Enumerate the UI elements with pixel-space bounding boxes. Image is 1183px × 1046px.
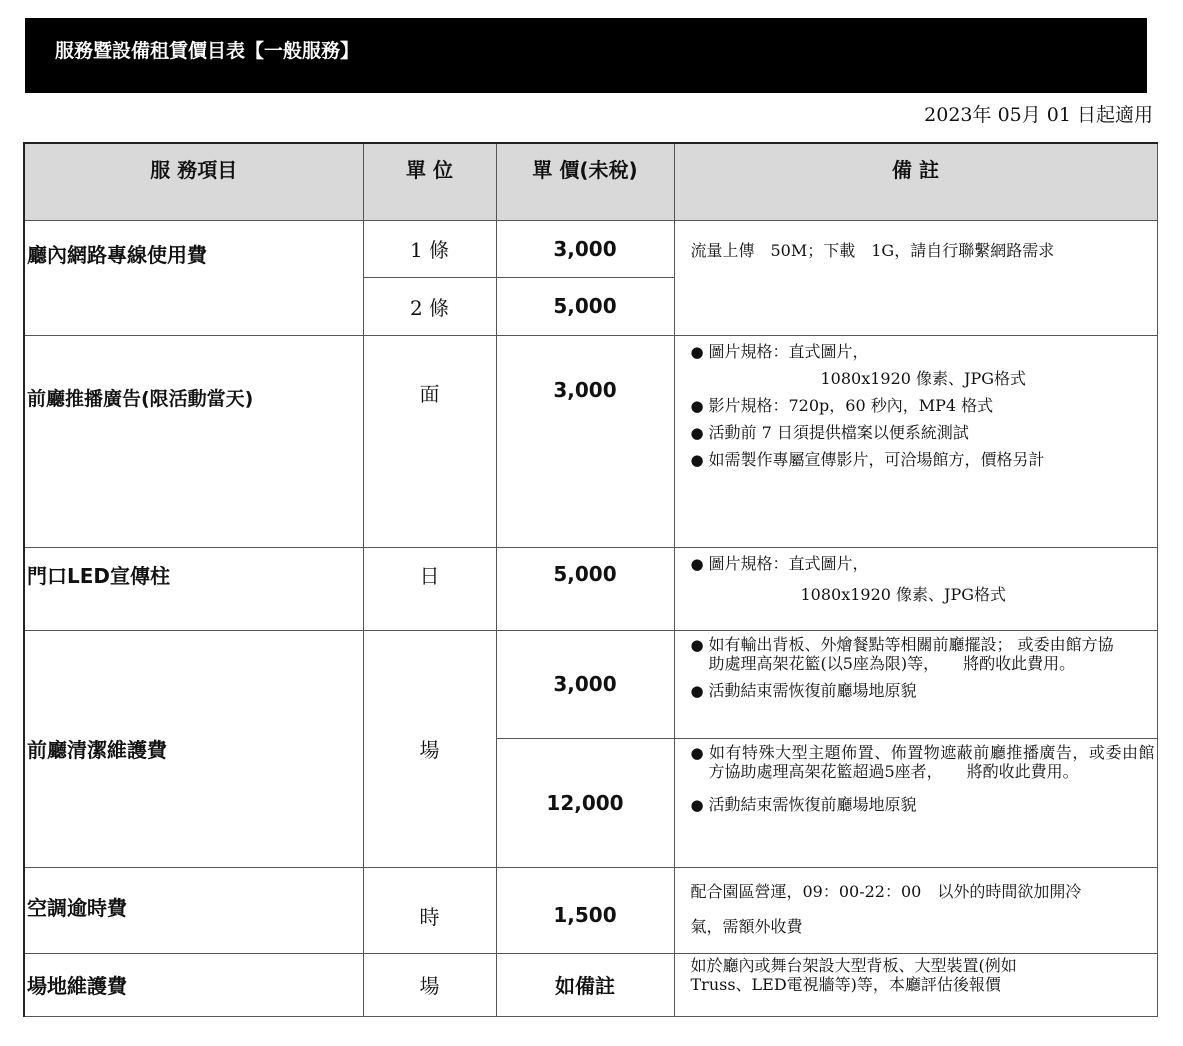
unit-cell: 1 條 bbox=[363, 220, 496, 277]
note-bullet: ● 如需製作專屬宣傳影片，可洽場館方，價格另計 bbox=[691, 450, 1155, 469]
column-header-price: 單 價(未稅) bbox=[496, 143, 674, 220]
table-row bbox=[24, 630, 1157, 738]
price-cell: 3,000 bbox=[496, 220, 674, 277]
unit-cell: 面 bbox=[363, 335, 496, 547]
table-header-row bbox=[24, 143, 1157, 220]
note-line: 1080x1920 像素、JPG格式 bbox=[820, 368, 1027, 388]
price-table bbox=[23, 142, 1158, 1017]
page-title: 服務暨設備租賃價目表【一般服務】 bbox=[55, 40, 360, 62]
unit-cell: 時 bbox=[363, 867, 496, 953]
price-cell: 3,000 bbox=[496, 630, 674, 738]
note-bullet: ● 圖片規格：直式圖片， bbox=[691, 554, 1155, 573]
note-bullet: ● 活動前 7 日須提供檔案以便系統測試 bbox=[691, 423, 1155, 442]
note-cleaning-2 bbox=[674, 738, 1157, 867]
effective-date: 2023年 05月 01 日起適用 bbox=[924, 104, 1153, 126]
table-row bbox=[24, 335, 1157, 547]
unit-cell: 場 bbox=[363, 630, 496, 867]
column-header-item: 服 務項目 bbox=[24, 143, 363, 220]
note-bullet: ● 圖片規格：直式圖片， bbox=[691, 342, 1155, 361]
note-bullet: ● 如有特殊大型主題佈置、佈置物遮蔽前廳推播廣告，或委由館方協助處理高架花籃超過5座者， 將酌收此費用。 bbox=[691, 743, 1155, 781]
item-network: 廳內網路專線使用費 bbox=[24, 220, 363, 335]
note-line: 如於廳內或舞台架設大型背板、大型裝置(例如 bbox=[690, 955, 1017, 975]
price-cell: 5,000 bbox=[496, 547, 674, 630]
note-cleaning-1 bbox=[674, 630, 1157, 738]
price-cell: 5,000 bbox=[496, 277, 674, 335]
table-row bbox=[24, 547, 1157, 630]
price-cell: 3,000 bbox=[496, 335, 674, 547]
column-header-note: 備 註 bbox=[674, 143, 1157, 220]
note-bullet: ● 如有輸出背板、外燴餐點等相關前廳擺設； 或委由館方協助處理高架花籃(以5座為限)等， 將酌收此費用。 bbox=[691, 635, 1155, 673]
note-bullet: ● 活動結束需恢復前廳場地原貌 bbox=[691, 681, 1155, 700]
price-cell: 如備註 bbox=[496, 953, 674, 1016]
note-line: 1080x1920 像素、JPG格式 bbox=[800, 584, 1007, 604]
table-row bbox=[24, 867, 1157, 953]
note-bullet: ● 影片規格：720p，60 秒內，MP4 格式 bbox=[691, 396, 1155, 415]
item-venue: 場地維護費 bbox=[24, 953, 363, 1016]
note-line: 氣，需額外收費 bbox=[690, 916, 803, 936]
note-led bbox=[674, 547, 1157, 630]
note-aircon bbox=[674, 867, 1157, 953]
table-row bbox=[24, 220, 1157, 277]
note-venue bbox=[674, 953, 1157, 1016]
item-cleaning: 前廳清潔維護費 bbox=[24, 630, 363, 867]
note-network bbox=[674, 220, 1157, 335]
note-line: 配合園區營運，09：00-22：00 以外的時間欲加開冷 bbox=[690, 881, 1082, 901]
item-aircon: 空調逾時費 bbox=[24, 867, 363, 953]
item-led: 門口LED宣傳柱 bbox=[24, 547, 363, 630]
note-ad bbox=[674, 335, 1157, 547]
note-line: Truss、LED電視牆等)等，本廳評估後報價 bbox=[690, 974, 1001, 994]
note-bullet: ● 活動結束需恢復前廳場地原貌 bbox=[691, 795, 1155, 814]
title-banner bbox=[25, 18, 1147, 93]
item-ad: 前廳推播廣告(限活動當天) bbox=[24, 335, 363, 547]
table-row bbox=[24, 953, 1157, 1016]
unit-cell: 日 bbox=[363, 547, 496, 630]
price-cell: 12,000 bbox=[496, 738, 674, 867]
column-header-unit: 單 位 bbox=[363, 143, 496, 220]
price-cell: 1,500 bbox=[496, 867, 674, 953]
unit-cell: 2 條 bbox=[363, 277, 496, 335]
note-line: 流量上傳 50M；下載 1G，請自行聯繫網路需求 bbox=[690, 240, 1055, 260]
unit-cell: 場 bbox=[363, 953, 496, 1016]
